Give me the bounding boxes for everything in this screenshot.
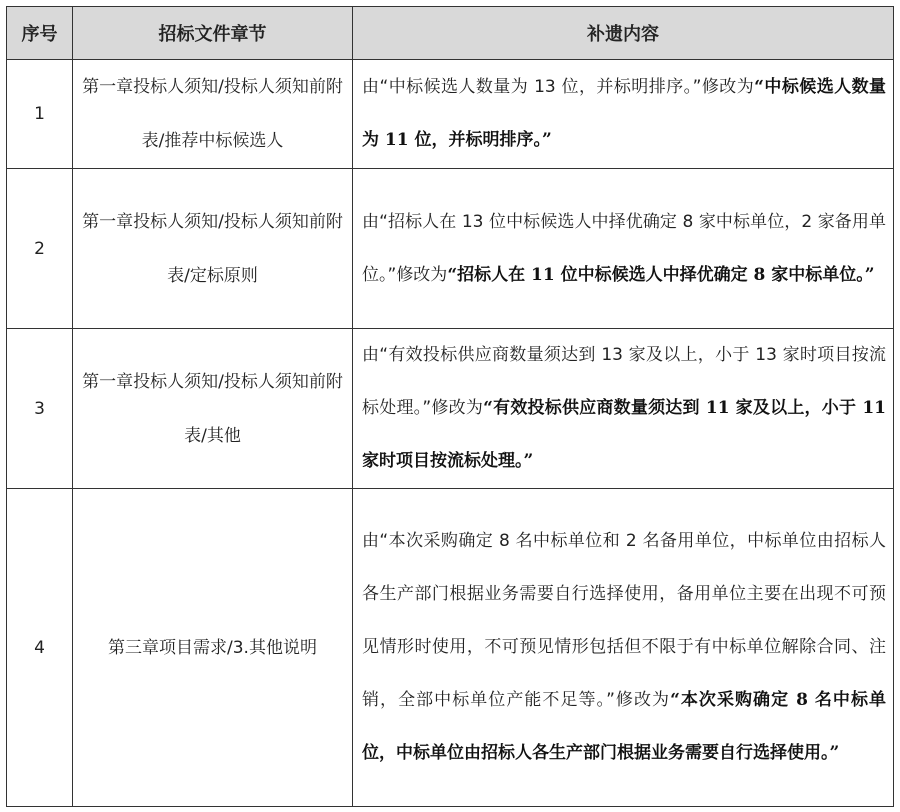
row-index: 3 xyxy=(7,329,73,489)
content-revised: “本次采购确定 8 名中标单位，中标单位由招标人各生产部门根据业务需要自行选择使用。” xyxy=(362,690,886,763)
header-chapter: 招标文件章节 xyxy=(73,7,353,60)
table-row xyxy=(7,329,894,489)
row-chapter: 第一章投标人须知/投标人须知前附表/其他 xyxy=(73,329,353,489)
content-revised: “招标人在 11 位中标候选人中择优确定 8 家中标单位。” xyxy=(447,264,875,285)
content-original: “招标人在 13 位中标候选人中择优确定 8 家中标单位，2 家备用单位。” xyxy=(362,211,886,285)
content-original: “本次采购确定 8 名中标单位和 2 名备用单位，中标单位由招标人各生产部门根据业务需要自行选择使用，备用单位主要在出现不可预见情形时使用，不可预见情形包括但不限于有中标单位解除合同、注销，全部中标单位产能不足等。” xyxy=(362,531,886,710)
content-prefix: 由 xyxy=(362,531,380,551)
row-index: 4 xyxy=(7,489,73,807)
content-original: “有效投标供应商数量须达到 13 家及以上，小于 13 家时项目按流标处理。” xyxy=(362,345,887,418)
row-content xyxy=(353,329,894,489)
row-content xyxy=(353,169,894,329)
content-prefix: 由 xyxy=(362,211,380,232)
header-content: 补遗内容 xyxy=(353,7,894,60)
header-row xyxy=(7,7,894,60)
table-row xyxy=(7,60,894,169)
row-index: 1 xyxy=(7,60,73,169)
header-index: 序号 xyxy=(7,7,73,60)
row-chapter: 第一章投标人须知/投标人须知前附表/推荐中标候选人 xyxy=(73,60,353,169)
row-chapter: 第三章项目需求/3.其他说明 xyxy=(73,489,353,807)
content-modify-label: 修改为 xyxy=(614,690,671,710)
content-modify-label: 修改为 xyxy=(396,264,448,285)
row-chapter: 第一章投标人须知/投标人须知前附表/定标原则 xyxy=(73,169,353,329)
content-prefix: 由 xyxy=(362,345,380,365)
content-original: “中标候选人数量为 13 位，并标明排序。” xyxy=(379,77,702,97)
content-modify-label: 修改为 xyxy=(701,77,755,97)
content-revised: “有效投标供应商数量须达到 11 家及以上，小于 11 家时项目按流标处理。” xyxy=(362,398,887,471)
table-row xyxy=(7,489,894,807)
row-content xyxy=(353,60,894,169)
content-modify-label: 修改为 xyxy=(431,398,484,418)
row-content xyxy=(353,489,894,807)
addendum-table xyxy=(6,6,894,807)
content-revised: “中标候选人数量为 11 位，并标明排序。” xyxy=(362,77,887,150)
content-prefix: 由 xyxy=(362,77,380,97)
table-row xyxy=(7,169,894,329)
row-index: 2 xyxy=(7,169,73,329)
